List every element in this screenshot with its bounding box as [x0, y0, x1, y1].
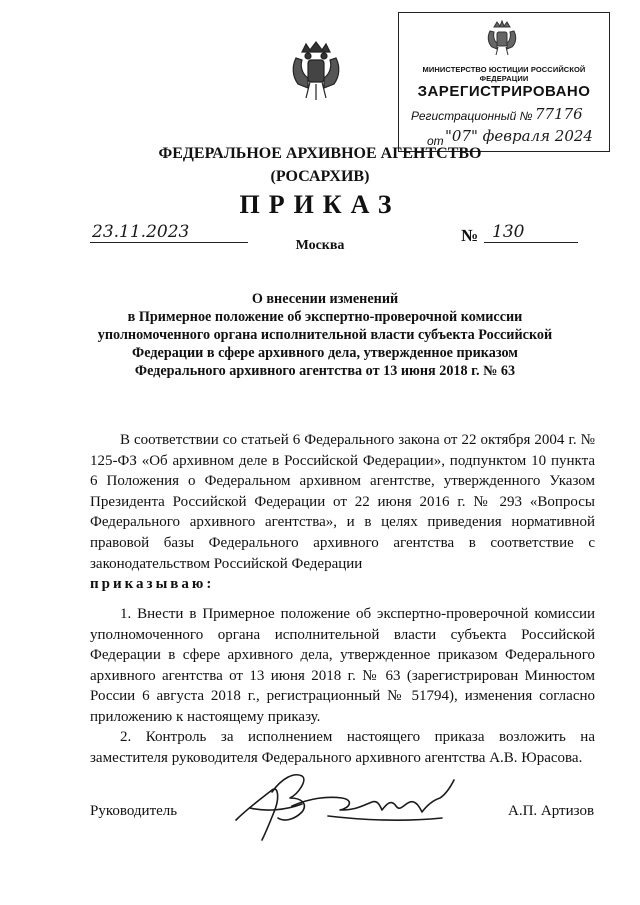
stamp-emblem-icon: [485, 19, 519, 57]
preamble-paragraph: [90, 430, 595, 595]
subject-line: О внесении изменений: [251, 291, 399, 307]
agency-name: ФЕДЕРАЛЬНОЕ АРХИВНОЕ АГЕНТСТВО: [158, 145, 482, 162]
signatory-name: А.П. Артизов: [508, 803, 595, 819]
stamp-ministry-name: МИНИСТЕРСТВО ЮСТИЦИИ РОССИЙСКОЙ ФЕДЕРАЦИИ: [422, 65, 586, 83]
order-number-label: №: [461, 226, 479, 245]
handwritten-signature: [232, 768, 472, 848]
subject-line: Федерального архивного агентства от 13 июня 2018 г. № 63: [134, 363, 516, 379]
preamble-text: В соответствии со статьей 6 Федерального закона от 22 октября 2004 г. № 125-ФЗ «Об архивном деле в Российской Федерации», подпунктом 10 пункта 6 Положения о Федеральном архивном агентстве, утвержденного Указом Президента Российской Федерации от 22 июня 2016 г. № 293 «Вопросы Федерального архивного агентства», и в целях приведения нормативной правовой базы Федерального архивного агентства в соответствие с законодательством Российской Федерации: [90, 432, 595, 572]
clause-1: [90, 604, 595, 728]
stamp-date-value: "07" февраля 2024: [445, 127, 593, 145]
order-number: 130: [484, 222, 578, 243]
order-subject: [70, 290, 580, 380]
clause-2-text: 2. Контроль за исполнением настоящего приказа возложить на заместителя руководителя Федерального архивного агентства А.В. Юрасова.: [90, 729, 595, 766]
subject-line: Федерации в сфере архивного дела, утвержденное приказом: [132, 345, 518, 361]
clause-1-text: 1. Внести в Примерное положение об экспертно-проверочной комиссии уполномоченного органа исполнительной власти субъекта Российской Федерации в сфере архивного дела, утвержденное приказом Федерального архивного агентства от 13 июня 2018 г. № 63 (зарегистрирован Минюстом России 6 августа 2018 г., регистрационный № 51794), изменения согласно приложению к настоящему приказу.: [90, 606, 595, 725]
stamp-date-prefix: от: [427, 134, 444, 148]
order-directive: приказываю:: [90, 576, 215, 593]
order-date: 23.11.2023: [90, 222, 248, 243]
subject-line: уполномоченного органа исполнительной власти субъекта Российской: [97, 327, 553, 343]
stamp-reg-number-label: Регистрационный №: [411, 109, 533, 123]
stamp-reg-number-value: 77176: [535, 105, 583, 123]
registration-stamp: [398, 12, 610, 152]
stamp-registered-label: ЗАРЕГИСТРИРОВАНО: [417, 83, 591, 100]
signatory-title: Руководитель: [90, 803, 178, 819]
clause-2: [90, 727, 595, 768]
document-type: ПРИКАЗ: [239, 190, 401, 219]
subject-line: в Примерное положение об экспертно-проверочной комиссии: [127, 309, 523, 325]
agency-short-name: (РОСАРХИВ): [270, 168, 370, 185]
coat-of-arms-icon: [288, 38, 344, 104]
city: Москва: [295, 238, 345, 253]
